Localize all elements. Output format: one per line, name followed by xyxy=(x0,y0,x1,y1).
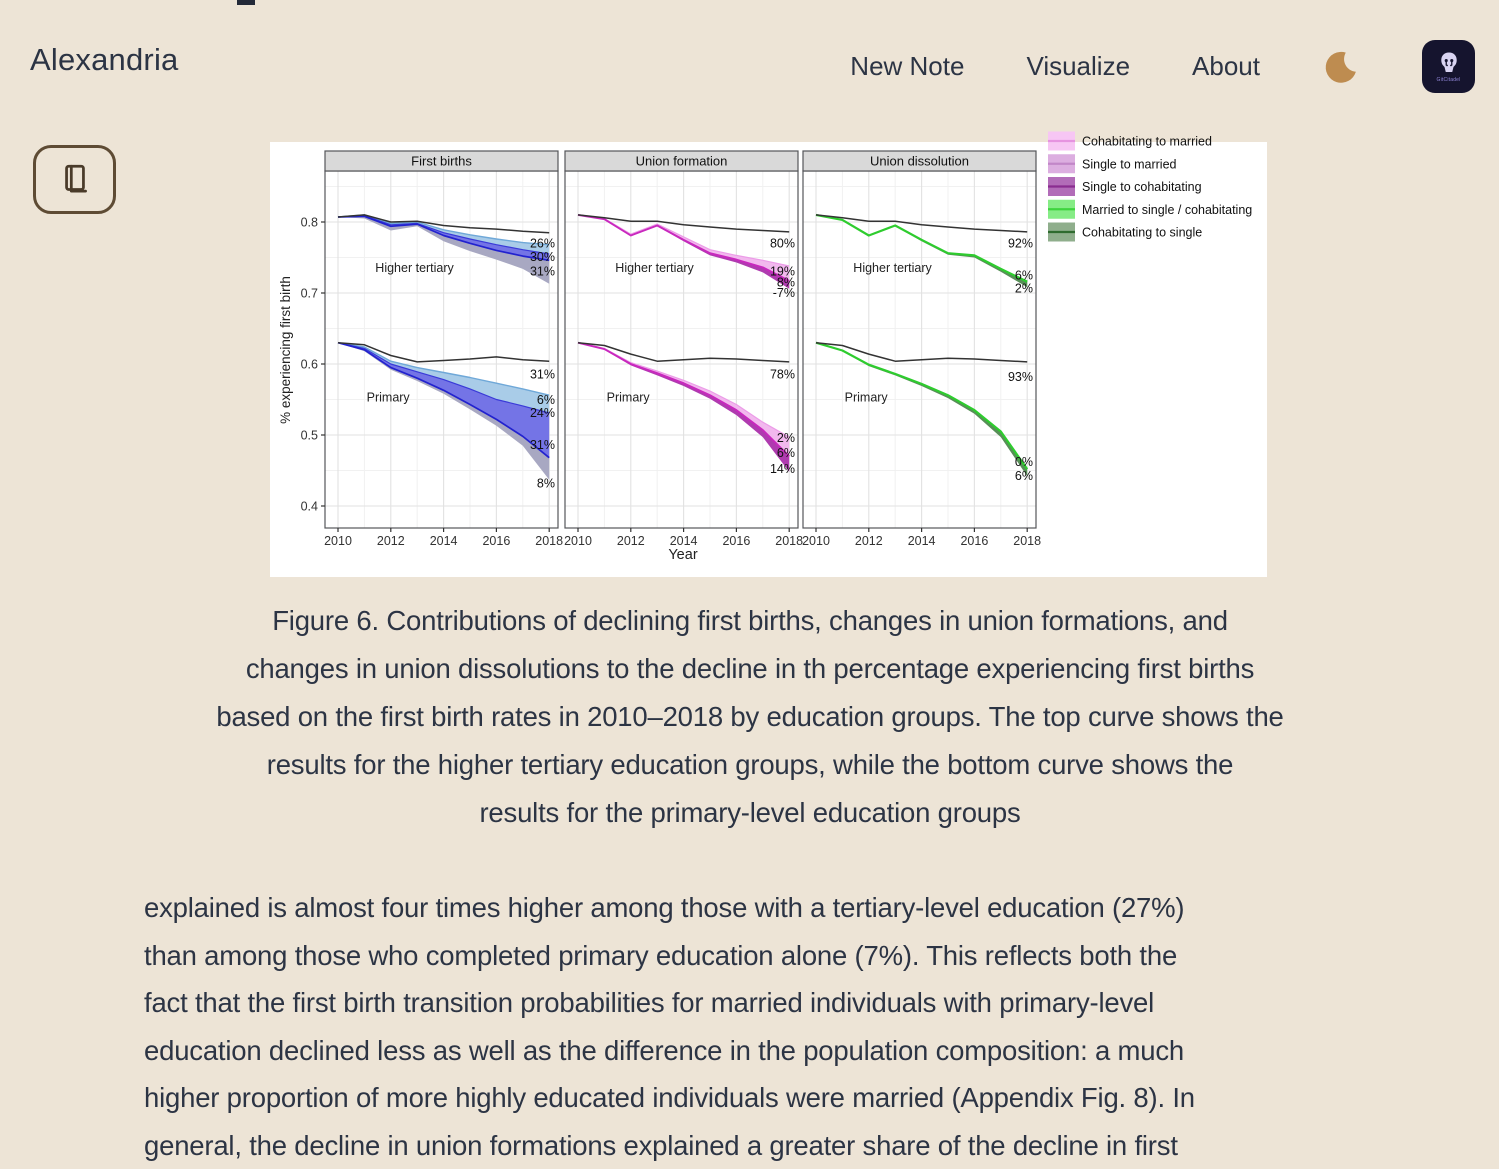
gitcitadel-logo-caption: GitCitadel xyxy=(1437,77,1461,83)
moon-icon xyxy=(1324,50,1358,84)
legend-label: Cohabitating to single xyxy=(1082,226,1202,240)
figure-caption xyxy=(104,597,1396,837)
body-line-clipped: general, the decline in union formations explained a greater share of the decline in first xyxy=(144,1122,1464,1169)
figure-image xyxy=(270,142,1267,577)
top-edge-artifact xyxy=(237,0,255,5)
annotation-label: 0% xyxy=(1015,455,1033,469)
body-line: fact that the first birth transition probabilities for married individuals with primary-level xyxy=(144,979,1464,1027)
figure-chart xyxy=(270,142,1267,577)
x-tick-label: 2012 xyxy=(377,534,405,548)
y-tick-label: 0.6 xyxy=(301,358,318,372)
x-tick-label: 2010 xyxy=(802,534,830,548)
x-tick-label: 2016 xyxy=(722,534,750,548)
annotation-label: 6% xyxy=(1015,268,1033,282)
x-tick-label: 2014 xyxy=(908,534,936,548)
nav-about[interactable]: About xyxy=(1192,51,1260,82)
y-axis-title: % experiencing first birth xyxy=(278,276,293,424)
annotation-label: 2% xyxy=(777,431,795,445)
annotation-label: 78% xyxy=(770,368,795,382)
brand-title[interactable]: Alexandria xyxy=(30,42,178,78)
annotation-label: 2% xyxy=(1015,282,1033,296)
annotation-label: 26% xyxy=(530,236,555,250)
annotation-label: 93% xyxy=(1008,370,1033,384)
annotation-label: 14% xyxy=(770,462,795,476)
caption-line: based on the first birth rates in 2010–2018 by education groups. The top curve shows the xyxy=(104,693,1396,741)
x-tick-label: 2010 xyxy=(564,534,592,548)
group-label: Higher tertiary xyxy=(853,261,932,275)
y-tick-label: 0.8 xyxy=(301,216,318,230)
x-tick-label: 2012 xyxy=(617,534,645,548)
annotation-label: 6% xyxy=(1015,469,1033,483)
x-tick-label: 2012 xyxy=(855,534,883,548)
gitcitadel-shield-icon xyxy=(1436,50,1462,76)
reader-mode-button[interactable] xyxy=(33,145,116,214)
annotation-label: 24% xyxy=(530,406,555,420)
group-label: Higher tertiary xyxy=(615,261,694,275)
legend-label: Single to married xyxy=(1082,157,1177,171)
x-tick-label: 2016 xyxy=(482,534,510,548)
x-tick-label: 2018 xyxy=(535,534,563,548)
annotation-label: 8% xyxy=(777,275,795,289)
caption-line: Figure 6. Contributions of declining first births, changes in union formations, and xyxy=(104,597,1396,645)
book-icon xyxy=(56,161,94,199)
top-navigation xyxy=(850,40,1475,93)
dark-mode-toggle[interactable] xyxy=(1322,48,1360,86)
legend-label: Married to single / cohabitating xyxy=(1082,203,1252,217)
body-line: higher proportion of more highly educated individuals were married (Appendix Fig. 8). In xyxy=(144,1074,1464,1122)
x-tick-label: 2014 xyxy=(670,534,698,548)
legend-label: Cohabitating to married xyxy=(1082,135,1212,149)
group-label: Primary xyxy=(845,390,889,404)
annotation-label: 31% xyxy=(530,368,555,382)
group-label: Primary xyxy=(367,390,411,404)
y-tick-label: 0.5 xyxy=(301,429,318,443)
caption-line: results for the higher tertiary education groups, while the bottom curve shows the xyxy=(104,741,1396,789)
caption-line: results for the primary-level education groups xyxy=(104,789,1396,837)
annotation-label: 8% xyxy=(537,476,555,490)
nav-new-note[interactable]: New Note xyxy=(850,51,964,82)
legend-label: Single to cohabitating xyxy=(1082,180,1202,194)
gitcitadel-logo-button[interactable] xyxy=(1422,40,1475,93)
panel-union-formation xyxy=(564,151,803,548)
body-line: explained is almost four times higher among those with a tertiary-level education (27%) xyxy=(144,884,1464,932)
panel-union-dissolution xyxy=(802,151,1041,548)
x-tick-label: 2014 xyxy=(430,534,458,548)
annotation-label: 6% xyxy=(537,393,555,407)
panel-title: Union dissolution xyxy=(870,154,969,169)
group-label: Primary xyxy=(607,390,651,404)
group-label: Higher tertiary xyxy=(375,261,454,275)
caption-line: changes in union dissolutions to the decline in th percentage experiencing first births xyxy=(104,645,1396,693)
annotation-label: 80% xyxy=(770,236,795,250)
body-line: education declined less as well as the difference in the population composition: a much xyxy=(144,1027,1464,1075)
panel-title: First births xyxy=(411,154,472,169)
y-tick-label: 0.4 xyxy=(301,500,318,514)
x-tick-label: 2010 xyxy=(324,534,352,548)
annotation-label: 31% xyxy=(530,265,555,279)
x-tick-label: 2016 xyxy=(960,534,988,548)
annotation-label: 92% xyxy=(1008,236,1033,250)
annotation-label: 6% xyxy=(777,446,795,460)
annotation-label: -7% xyxy=(773,286,795,300)
x-axis-title: Year xyxy=(668,547,697,563)
x-tick-label: 2018 xyxy=(1013,534,1041,548)
nav-visualize[interactable]: Visualize xyxy=(1026,51,1130,82)
annotation-label: 31% xyxy=(530,438,555,452)
panel-title: Union formation xyxy=(636,154,728,169)
panel-first-births xyxy=(324,151,563,548)
x-tick-label: 2018 xyxy=(775,534,803,548)
annotation-label: 30% xyxy=(530,250,555,264)
y-tick-label: 0.7 xyxy=(301,287,318,301)
annotation-label: 19% xyxy=(770,265,795,279)
body-line: than among those who completed primary education alone (7%). This reflects both the xyxy=(144,932,1464,980)
body-paragraph xyxy=(144,884,1464,1169)
